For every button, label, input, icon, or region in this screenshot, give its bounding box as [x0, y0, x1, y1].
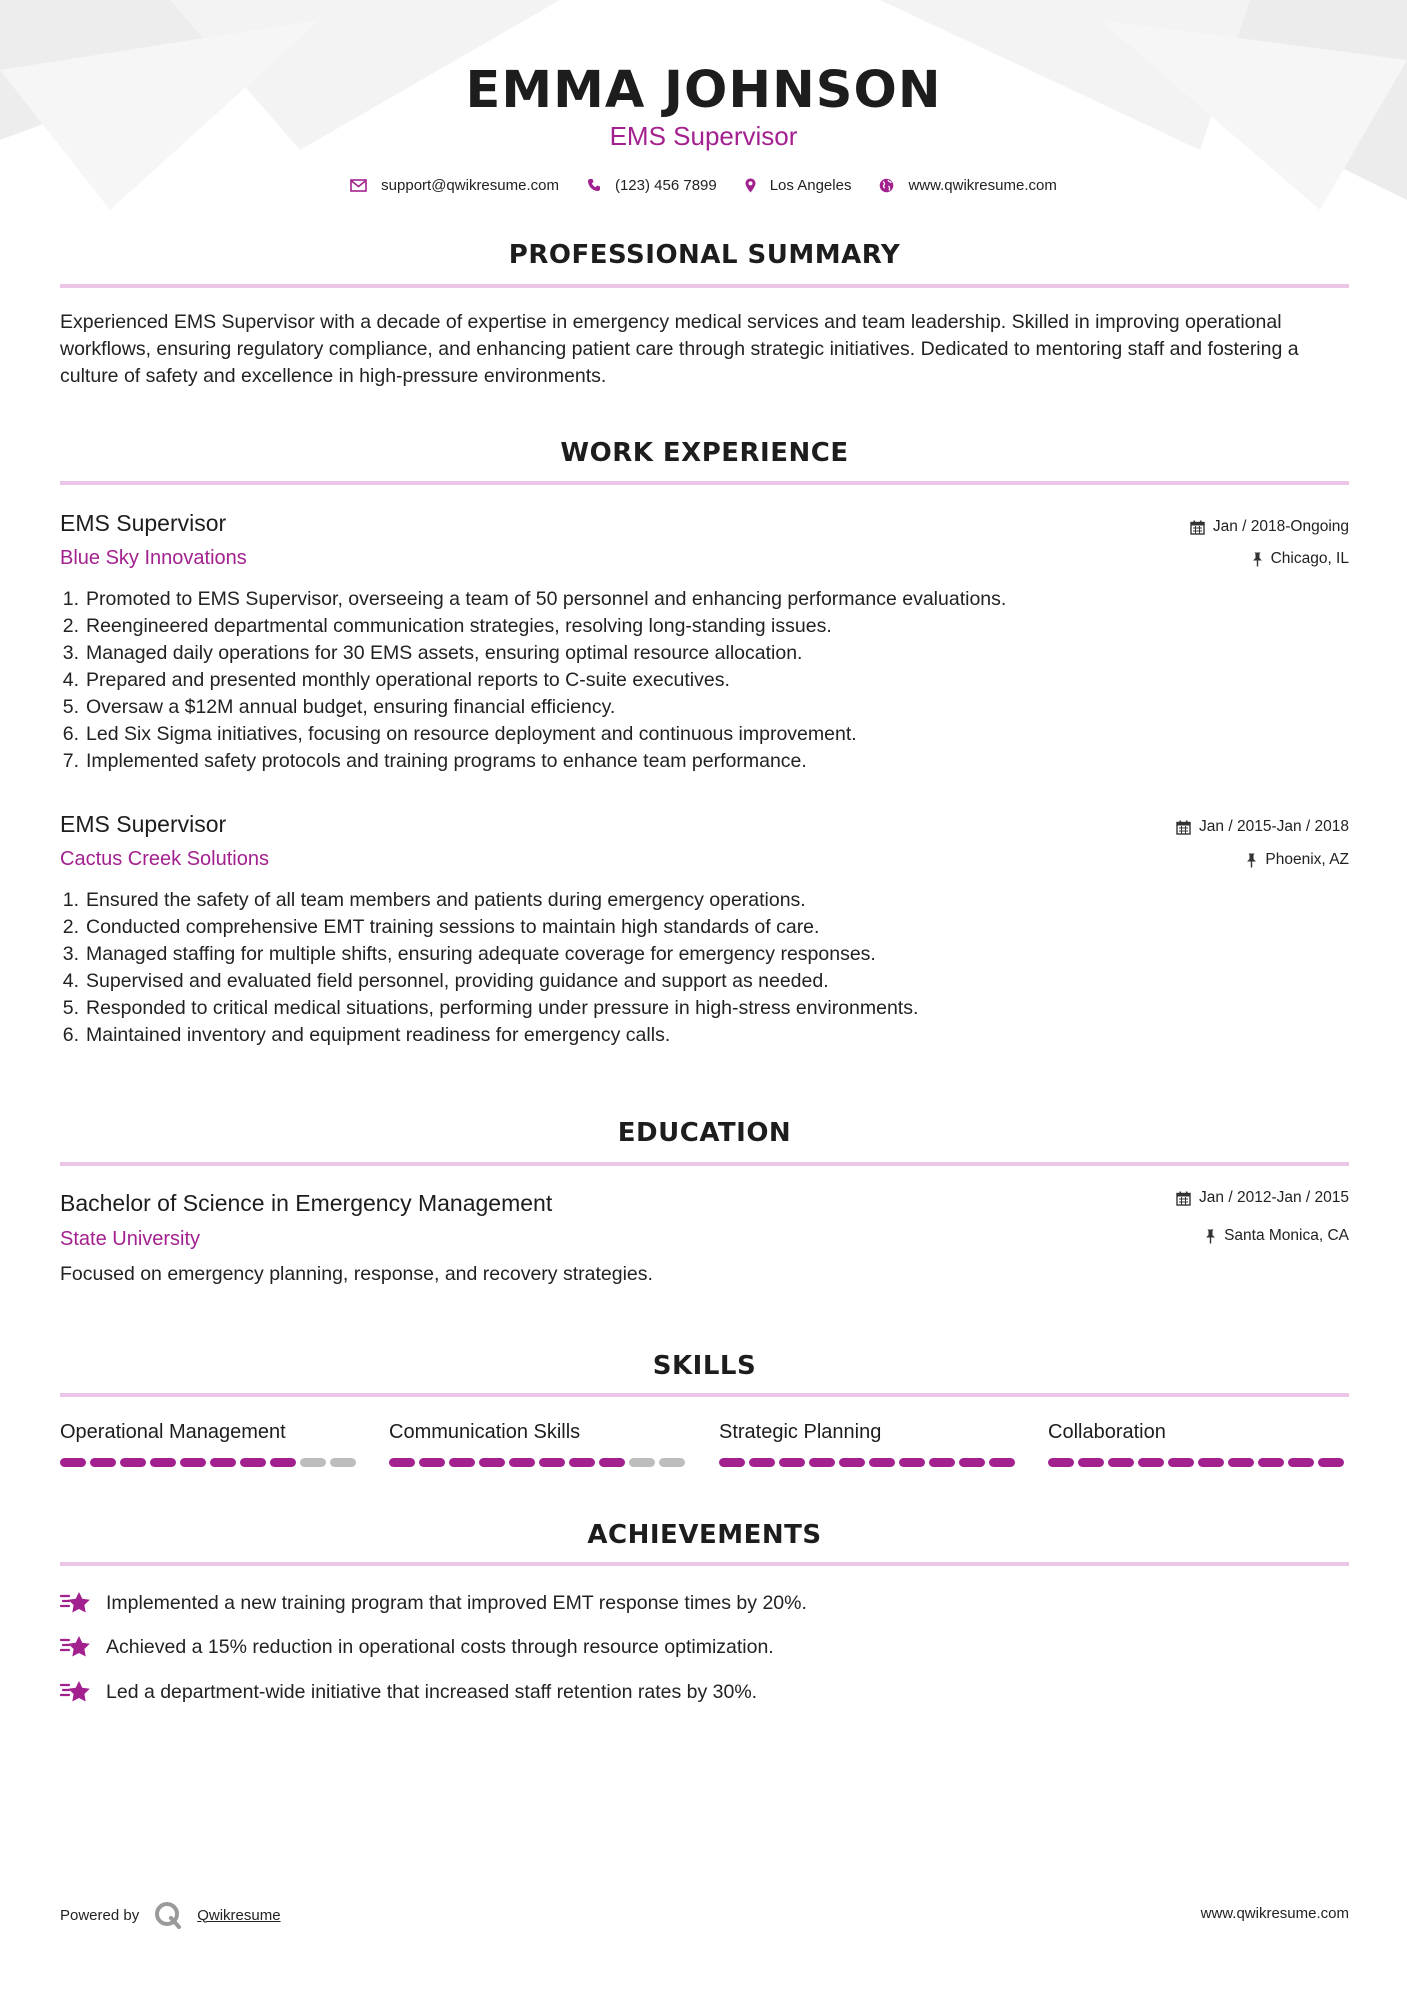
section-title-achievements: ACHIEVEMENTS: [587, 1520, 822, 1550]
section-divider: [60, 1162, 1349, 1166]
list-number: 1.: [62, 588, 79, 610]
skill-segment-filled: [719, 1458, 745, 1467]
calendar-icon: [1176, 1191, 1191, 1206]
list-text: Managed staffing for multiple shifts, ensuring adequate coverage for emergency responses.: [86, 943, 876, 965]
star-icon: [60, 1590, 92, 1616]
degree-title: Bachelor of Science in Emergency Management: [60, 1190, 553, 1216]
job-location: [1252, 548, 1349, 570]
list-item: [55, 748, 1255, 775]
job-dates: [1176, 816, 1349, 838]
candidate-name: EMMA JOHNSON: [465, 61, 942, 120]
skill-segment-empty: [300, 1458, 326, 1467]
company-name: Cactus Creek Solutions: [60, 848, 269, 870]
section-title-experience: WORK EXPERIENCE: [560, 438, 849, 468]
section-divider: [60, 284, 1349, 288]
phone-icon: [587, 178, 601, 192]
map-marker-icon: [745, 178, 756, 193]
skill-segment-filled: [959, 1458, 985, 1467]
list-text: Prepared and presented monthly operational reports to C-suite executives.: [86, 669, 730, 691]
skill-segment-filled: [899, 1458, 925, 1467]
job-dates-text: Jan / 2018-Ongoing: [1212, 518, 1349, 535]
list-item: [55, 640, 1255, 667]
education-dates: [1176, 1187, 1349, 1209]
summary-text: Experienced EMS Supervisor with a decade of expertise in emergency medical services and team leadership. Skilled in improving operational workflows, ensuring regulatory compliance, and enhancing patient care through strategic initiatives. Dedicated to mentoring staff and fostering a culture of safety and excellence in high-pressure environments.: [60, 311, 1299, 387]
list-item: [55, 995, 1255, 1022]
skill-segment-filled: [809, 1458, 835, 1467]
skill-name: Communication Skills: [389, 1421, 581, 1443]
list-text: Responded to critical medical situations, performing under pressure in high-stress environments.: [86, 997, 919, 1019]
achievement-text: Led a department-wide initiative that increased staff retention rates by 30%.: [106, 1680, 758, 1703]
skill-segment-filled: [1258, 1458, 1284, 1467]
candidate-title: EMS Supervisor: [609, 121, 798, 151]
skill-segment-empty: [629, 1458, 655, 1467]
qwikresume-logo-icon: [153, 1900, 183, 1930]
skill-segment-filled: [1198, 1458, 1224, 1467]
skill-segment-filled: [599, 1458, 625, 1467]
list-text: Conducted comprehensive EMT training sessions to maintain high standards of care.: [86, 916, 820, 938]
list-number: 3.: [62, 642, 79, 664]
skill-segment-filled: [1228, 1458, 1254, 1467]
skill-rating-bar: [60, 1458, 360, 1467]
skill-segment-filled: [90, 1458, 116, 1467]
achievement-item: [60, 1634, 774, 1660]
skill-segment-filled: [989, 1458, 1015, 1467]
contact-email[interactable]: [350, 177, 559, 194]
list-item: [55, 613, 1255, 640]
skill-rating-bar: [1048, 1458, 1348, 1467]
contact-location-text: Los Angeles: [769, 176, 852, 194]
achievement-item: [60, 1679, 757, 1705]
pin-icon: [1252, 552, 1263, 567]
list-number: 2.: [62, 916, 79, 938]
skill-segment-filled: [539, 1458, 565, 1467]
contact-phone[interactable]: [587, 177, 717, 194]
powered-by-text: Powered by: [60, 1906, 140, 1924]
list-number: 1.: [62, 889, 79, 911]
skill-rating-bar: [719, 1458, 1019, 1467]
skill-segment-empty: [330, 1458, 356, 1467]
list-text: Led Six Sigma initiatives, focusing on resource deployment and continuous improvement.: [86, 723, 857, 745]
calendar-icon: [1190, 520, 1205, 535]
list-item: [55, 968, 1255, 995]
skill-segment-filled: [210, 1458, 236, 1467]
list-number: 7.: [62, 750, 79, 772]
list-number: 5.: [62, 696, 79, 718]
skill-segment-filled: [749, 1458, 775, 1467]
education-location-text: Santa Monica, CA: [1224, 1227, 1349, 1244]
job-location-text: Phoenix, AZ: [1265, 851, 1349, 868]
skill-segment-filled: [270, 1458, 296, 1467]
calendar-icon: [1176, 820, 1191, 835]
contact-phone-text: (123) 456 7899: [614, 176, 717, 194]
achievement-item: [60, 1590, 807, 1616]
section-divider: [60, 481, 1349, 485]
contact-bar: [0, 172, 1407, 198]
job-dates-text: Jan / 2015-Jan / 2018: [1199, 818, 1349, 835]
list-item: [55, 586, 1255, 613]
education-description: Focused on emergency planning, response, and recovery strategies.: [60, 1263, 653, 1285]
globe-icon: [879, 178, 894, 193]
contact-email-text: support@qwikresume.com: [381, 176, 559, 194]
skill-segment-filled: [569, 1458, 595, 1467]
section-title-summary: PROFESSIONAL SUMMARY: [508, 240, 901, 270]
list-number: 6.: [62, 723, 79, 745]
list-number: 4.: [62, 970, 79, 992]
achievement-text: Achieved a 15% reduction in operational costs through resource optimization.: [106, 1635, 774, 1658]
list-text: Oversaw a $12M annual budget, ensuring financial efficiency.: [86, 696, 616, 718]
skill-segment-filled: [1048, 1458, 1074, 1467]
skill-segment-filled: [180, 1458, 206, 1467]
list-number: 2.: [62, 615, 79, 637]
skill-segment-filled: [419, 1458, 445, 1467]
skill-segment-filled: [509, 1458, 535, 1467]
skill-segment-filled: [779, 1458, 805, 1467]
section-divider: [60, 1393, 1349, 1397]
skill-segment-filled: [60, 1458, 86, 1467]
qwikresume-link[interactable]: Qwikresume: [197, 1906, 281, 1924]
contact-website-text: www.qwikresume.com: [908, 176, 1057, 194]
job-responsibilities: [55, 586, 1255, 775]
skill-name: Operational Management: [60, 1421, 286, 1443]
education-dates-text: Jan / 2012-Jan / 2015: [1199, 1189, 1349, 1206]
school-name: State University: [60, 1228, 201, 1250]
skill-name: Collaboration: [1048, 1421, 1166, 1443]
list-number: 5.: [62, 997, 79, 1019]
list-number: 4.: [62, 669, 79, 691]
skill-segment-filled: [150, 1458, 176, 1467]
skill-segment-filled: [479, 1458, 505, 1467]
footer-powered-by: [60, 1900, 281, 1930]
pin-icon: [1205, 1229, 1216, 1244]
skill-segment-empty: [659, 1458, 685, 1467]
skill-item: [1048, 1418, 1348, 1467]
skill-item: [719, 1418, 1019, 1467]
contact-website[interactable]: [879, 177, 1056, 194]
skill-segment-filled: [1318, 1458, 1344, 1467]
list-item: [55, 667, 1255, 694]
job-responsibilities: [55, 887, 1255, 1049]
job-location-text: Chicago, IL: [1270, 550, 1349, 567]
list-item: [55, 1022, 1255, 1049]
footer-url[interactable]: www.qwikresume.com: [1200, 1905, 1349, 1922]
list-text: Promoted to EMS Supervisor, overseeing a team of 50 personnel and enhancing performance evaluations.: [86, 588, 1007, 610]
list-text: Maintained inventory and equipment readiness for emergency calls.: [86, 1024, 671, 1046]
skill-item: [60, 1418, 360, 1467]
skill-segment-filled: [929, 1458, 955, 1467]
list-number: 6.: [62, 1024, 79, 1046]
skill-segment-filled: [389, 1458, 415, 1467]
education-location: [1205, 1225, 1349, 1247]
skill-segment-filled: [1138, 1458, 1164, 1467]
skill-segment-filled: [1108, 1458, 1134, 1467]
job-title: EMS Supervisor: [60, 510, 227, 536]
job-location: [1246, 849, 1349, 871]
skill-segment-filled: [1078, 1458, 1104, 1467]
contact-location: [745, 177, 852, 194]
skill-rating-bar: [389, 1458, 689, 1467]
skill-segment-filled: [839, 1458, 865, 1467]
skill-segment-filled: [120, 1458, 146, 1467]
star-icon: [60, 1634, 92, 1660]
list-text: Supervised and evaluated field personnel, providing guidance and support as needed.: [86, 970, 829, 992]
skill-segment-filled: [449, 1458, 475, 1467]
skill-segment-filled: [869, 1458, 895, 1467]
list-text: Ensured the safety of all team members and patients during emergency operations.: [86, 889, 806, 911]
list-item: [55, 887, 1255, 914]
pin-icon: [1246, 853, 1257, 868]
section-title-skills: SKILLS: [652, 1351, 757, 1381]
star-icon: [60, 1679, 92, 1705]
list-item: [55, 941, 1255, 968]
section-divider: [60, 1562, 1349, 1566]
achievement-text: Implemented a new training program that improved EMT response times by 20%.: [106, 1591, 807, 1614]
list-number: 3.: [62, 943, 79, 965]
job-title: EMS Supervisor: [60, 811, 227, 837]
skill-name: Strategic Planning: [719, 1421, 882, 1443]
list-item: [55, 721, 1255, 748]
list-text: Implemented safety protocols and training programs to enhance team performance.: [86, 750, 807, 772]
envelope-icon: [350, 179, 367, 192]
section-title-education: EDUCATION: [617, 1118, 792, 1148]
list-text: Managed daily operations for 30 EMS assets, ensuring optimal resource allocation.: [86, 642, 803, 664]
list-text: Reengineered departmental communication strategies, resolving long-standing issues.: [86, 615, 832, 637]
list-item: [55, 694, 1255, 721]
job-dates: [1190, 516, 1349, 538]
skill-segment-filled: [240, 1458, 266, 1467]
skill-segment-filled: [1168, 1458, 1194, 1467]
skill-segment-filled: [1288, 1458, 1314, 1467]
skill-item: [389, 1418, 689, 1467]
company-name: Blue Sky Innovations: [60, 547, 247, 569]
list-item: [55, 914, 1255, 941]
